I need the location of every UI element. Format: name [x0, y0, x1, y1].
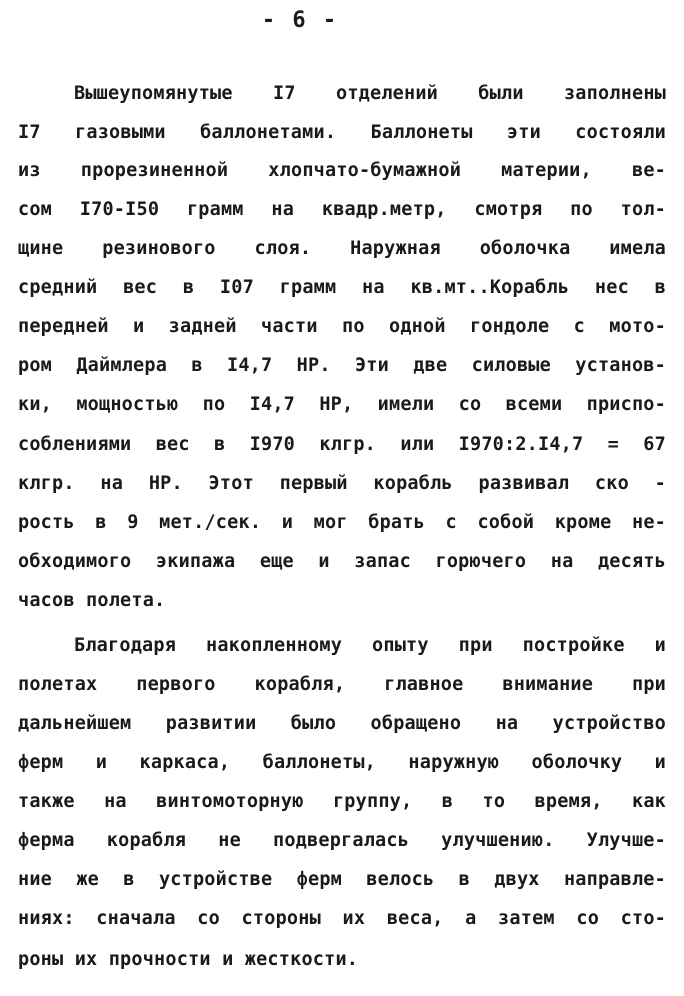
page-number: - 6 -	[261, 8, 339, 33]
text-line: передней и задней части по одной гондоле с мото-	[18, 316, 666, 337]
text-line: Благодаря накопленному опыту при постройке и	[74, 635, 666, 656]
text-line: ние же в устройстве ферм велось в двух направле-	[18, 869, 666, 890]
text-line: рость в 9 мет./сек. и мог брать с собой кроме не-	[18, 512, 666, 533]
text-line: соблениями вес в I970 клгр. или I970:2.I4,7 = 67	[18, 434, 666, 455]
text-line: ферма корабля не подвергалась улучшению. Улучше-	[18, 830, 666, 851]
text-line: ки, мощностью по I4,7 HP, имели со всеми приспо-	[18, 394, 666, 415]
text-line: средний вес в I07 грамм на кв.мт..Корабль нес в	[18, 277, 666, 298]
text-line: также на винтомоторную группу, в то время, как	[18, 791, 666, 812]
text-line: полетах первого корабля, главное внимание при	[18, 674, 666, 695]
text-line: дальнейшем развитии было обращено на устройство	[18, 713, 666, 734]
text-line: I7 газовыми баллонетами. Баллонеты эти состояли	[18, 122, 666, 143]
text-line: из прорезиненной хлопчато-бумажной материи, ве-	[18, 160, 666, 181]
text-line: сом I70-I50 грамм на квадр.метр, смотря по тол-	[18, 199, 666, 220]
text-line: ниях: сначала со стороны их веса, а затем со сто-	[18, 908, 666, 929]
text-line: обходимого экипажа еще и запас горючего на десять	[18, 551, 666, 572]
text-line: ром Даймлера в I4,7 HP. Эти две силовые установ-	[18, 355, 666, 376]
text-line: часов полета.	[18, 590, 166, 611]
text-line: Вышеупомянутые I7 отделений были заполнены	[74, 83, 666, 104]
text-line: щине резинового слоя. Наружная оболочка имела	[18, 238, 666, 259]
text-line: клгр. на HP. Этот первый корабль развивал ско -	[18, 473, 666, 494]
text-line: ферм и каркаса, баллонеты, наружную оболочку и	[18, 752, 666, 773]
text-line: роны их прочности и жесткости.	[18, 949, 359, 970]
